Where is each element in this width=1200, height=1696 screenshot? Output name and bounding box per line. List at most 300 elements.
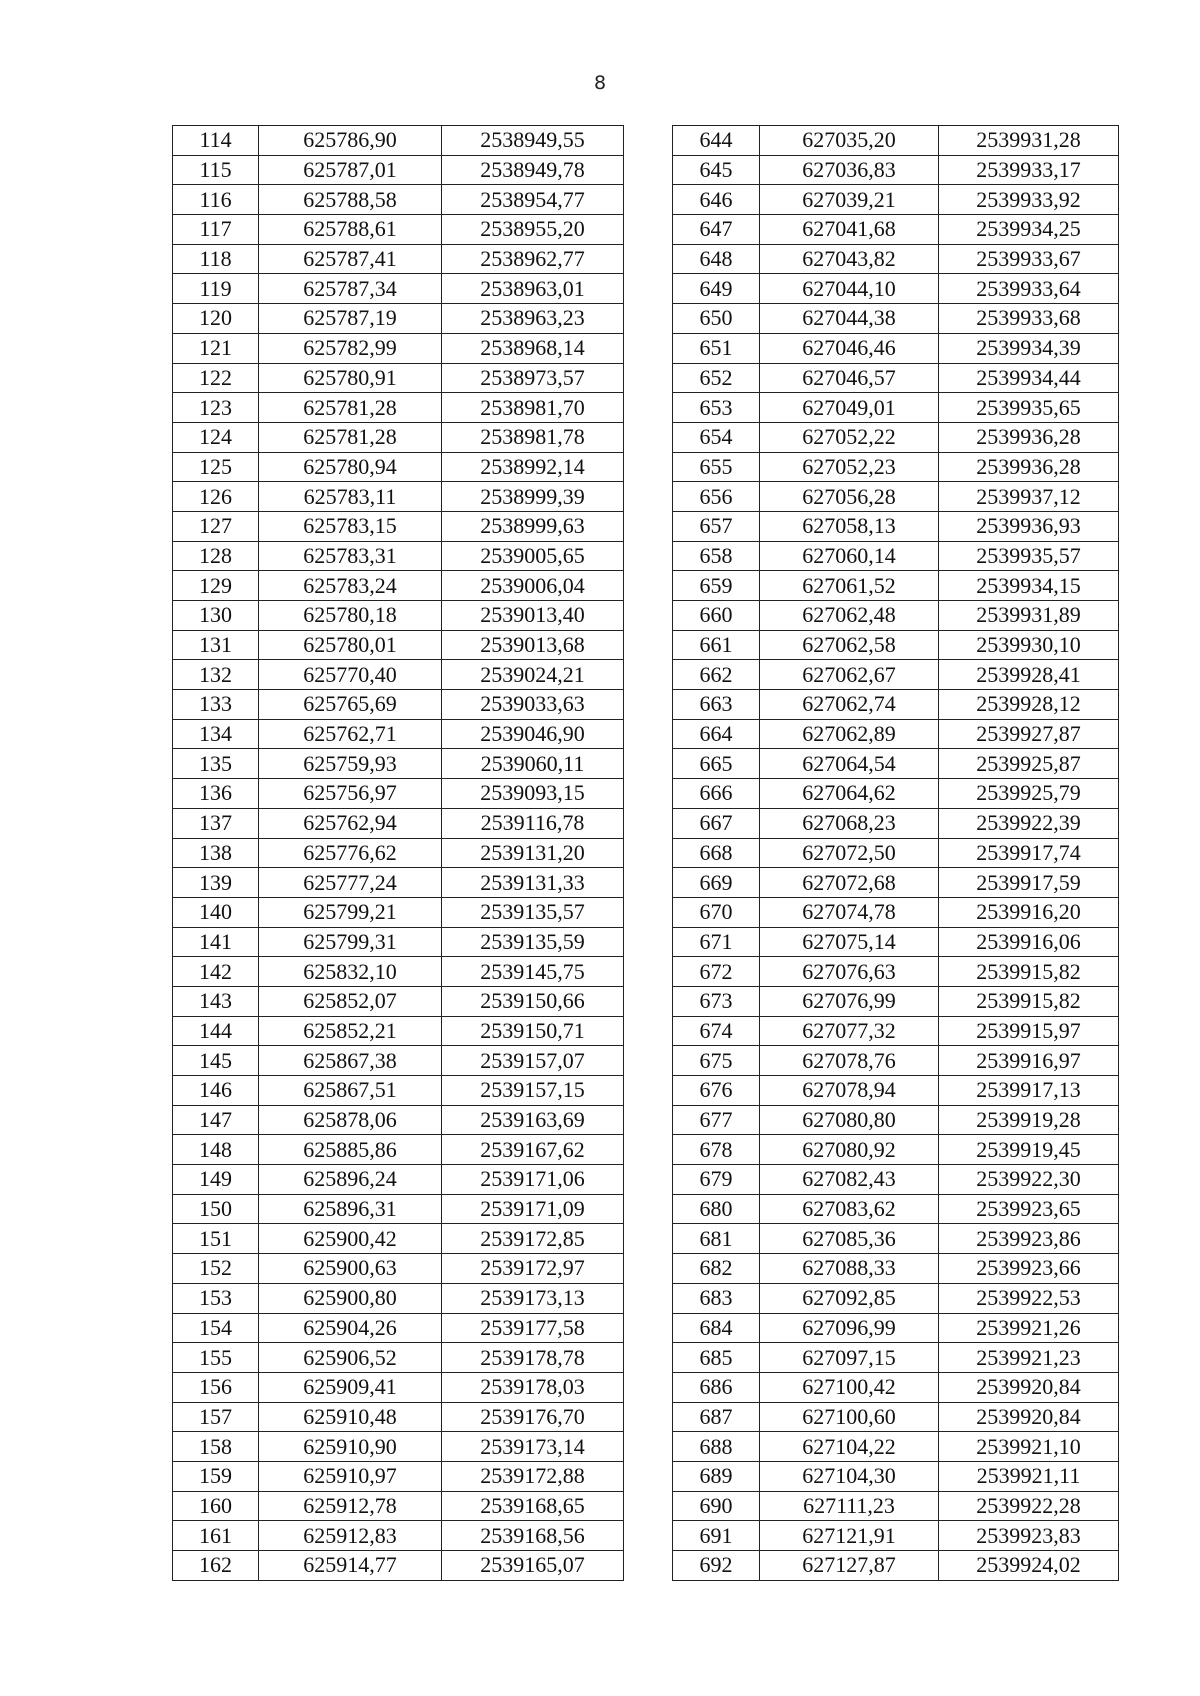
table-row: [173, 274, 1119, 304]
y-coordinate-right: 2539921,23: [939, 1343, 1119, 1373]
y-coordinate-right: 2539931,89: [939, 601, 1119, 631]
y-coordinate-left: 2539157,07: [442, 1046, 624, 1076]
column-gap: [624, 719, 673, 749]
x-coordinate-left: 625904,26: [259, 1313, 442, 1343]
y-coordinate-right: 2539916,97: [939, 1046, 1119, 1076]
table-row: [173, 601, 1119, 631]
x-coordinate-right: 627082,43: [760, 1165, 939, 1195]
x-coordinate-right: 627064,62: [760, 779, 939, 809]
x-coordinate-left: 625867,51: [259, 1076, 442, 1106]
column-gap: [624, 1402, 673, 1432]
x-coordinate-right: 627104,22: [760, 1432, 939, 1462]
y-coordinate-right: 2539936,28: [939, 422, 1119, 452]
y-coordinate-right: 2539917,74: [939, 838, 1119, 868]
x-coordinate-left: 625914,77: [259, 1551, 442, 1581]
point-number-right: 649: [673, 274, 760, 304]
y-coordinate-right: 2539919,28: [939, 1105, 1119, 1135]
y-coordinate-right: 2539921,10: [939, 1432, 1119, 1462]
y-coordinate-right: 2539935,57: [939, 541, 1119, 571]
x-coordinate-right: 627080,92: [760, 1135, 939, 1165]
table-row: [173, 1165, 1119, 1195]
x-coordinate-right: 627097,15: [760, 1343, 939, 1373]
point-number-right: 689: [673, 1461, 760, 1491]
y-coordinate-right: 2539936,28: [939, 452, 1119, 482]
column-gap: [624, 571, 673, 601]
column-gap: [624, 660, 673, 690]
y-coordinate-right: 2539933,64: [939, 274, 1119, 304]
x-coordinate-left: 625780,01: [259, 630, 442, 660]
point-number-right: 650: [673, 304, 760, 334]
point-number-left: 126: [173, 482, 259, 512]
table-row: [173, 1521, 1119, 1551]
point-number-left: 133: [173, 690, 259, 720]
point-number-left: 157: [173, 1402, 259, 1432]
y-coordinate-right: 2539934,15: [939, 571, 1119, 601]
column-gap: [624, 1076, 673, 1106]
x-coordinate-left: 625909,41: [259, 1372, 442, 1402]
y-coordinate-left: 2539157,15: [442, 1076, 624, 1106]
point-number-right: 675: [673, 1046, 760, 1076]
column-gap: [624, 482, 673, 512]
point-number-left: 146: [173, 1076, 259, 1106]
x-coordinate-right: 627044,38: [760, 304, 939, 334]
table-row: [173, 986, 1119, 1016]
x-coordinate-left: 625759,93: [259, 749, 442, 779]
x-coordinate-left: 625762,94: [259, 808, 442, 838]
y-coordinate-right: 2539919,45: [939, 1135, 1119, 1165]
point-number-right: 688: [673, 1432, 760, 1462]
point-number-right: 657: [673, 511, 760, 541]
x-coordinate-left: 625799,31: [259, 927, 442, 957]
table-row: [173, 1372, 1119, 1402]
y-coordinate-right: 2539916,20: [939, 897, 1119, 927]
x-coordinate-right: 627078,94: [760, 1076, 939, 1106]
x-coordinate-left: 625787,34: [259, 274, 442, 304]
x-coordinate-right: 627044,10: [760, 274, 939, 304]
column-gap: [624, 1224, 673, 1254]
x-coordinate-left: 625782,99: [259, 333, 442, 363]
x-coordinate-left: 625787,19: [259, 304, 442, 334]
point-number-left: 122: [173, 363, 259, 393]
x-coordinate-right: 627062,74: [760, 690, 939, 720]
y-coordinate-right: 2539921,11: [939, 1461, 1119, 1491]
x-coordinate-left: 625783,15: [259, 511, 442, 541]
point-number-right: 691: [673, 1521, 760, 1551]
y-coordinate-left: 2538963,01: [442, 274, 624, 304]
point-number-right: 682: [673, 1254, 760, 1284]
coordinates-table: [172, 125, 1119, 1581]
y-coordinate-right: 2539933,92: [939, 185, 1119, 215]
y-coordinate-left: 2539005,65: [442, 541, 624, 571]
table-row: [173, 1194, 1119, 1224]
x-coordinate-right: 627072,50: [760, 838, 939, 868]
y-coordinate-left: 2539116,78: [442, 808, 624, 838]
y-coordinate-left: 2538963,23: [442, 304, 624, 334]
y-coordinate-left: 2539013,68: [442, 630, 624, 660]
column-gap: [624, 897, 673, 927]
x-coordinate-right: 627076,99: [760, 986, 939, 1016]
point-number-right: 647: [673, 215, 760, 245]
point-number-right: 674: [673, 1016, 760, 1046]
table-row: [173, 1283, 1119, 1313]
x-coordinate-left: 625783,24: [259, 571, 442, 601]
column-gap: [624, 1432, 673, 1462]
y-coordinate-left: 2539168,65: [442, 1491, 624, 1521]
page-number: 8: [593, 72, 607, 94]
y-coordinate-right: 2539928,41: [939, 660, 1119, 690]
point-number-left: 116: [173, 185, 259, 215]
point-number-right: 661: [673, 630, 760, 660]
x-coordinate-left: 625912,78: [259, 1491, 442, 1521]
column-gap: [624, 601, 673, 631]
table-row: [173, 1046, 1119, 1076]
point-number-right: 662: [673, 660, 760, 690]
x-coordinate-right: 627062,58: [760, 630, 939, 660]
x-coordinate-right: 627068,23: [760, 808, 939, 838]
point-number-right: 663: [673, 690, 760, 720]
column-gap: [624, 363, 673, 393]
y-coordinate-left: 2539135,57: [442, 897, 624, 927]
x-coordinate-right: 627046,46: [760, 333, 939, 363]
y-coordinate-right: 2539922,30: [939, 1165, 1119, 1195]
point-number-left: 137: [173, 808, 259, 838]
column-gap: [624, 1521, 673, 1551]
y-coordinate-left: 2539135,59: [442, 927, 624, 957]
point-number-right: 654: [673, 422, 760, 452]
point-number-left: 143: [173, 986, 259, 1016]
x-coordinate-right: 627078,76: [760, 1046, 939, 1076]
x-coordinate-right: 627062,48: [760, 601, 939, 631]
point-number-right: 677: [673, 1105, 760, 1135]
x-coordinate-left: 625770,40: [259, 660, 442, 690]
y-coordinate-left: 2539131,33: [442, 868, 624, 898]
y-coordinate-left: 2538954,77: [442, 185, 624, 215]
x-coordinate-right: 627056,28: [760, 482, 939, 512]
table-row: [173, 690, 1119, 720]
y-coordinate-right: 2539934,44: [939, 363, 1119, 393]
x-coordinate-right: 627104,30: [760, 1461, 939, 1491]
x-coordinate-right: 627100,42: [760, 1372, 939, 1402]
point-number-right: 666: [673, 779, 760, 809]
column-gap: [624, 274, 673, 304]
column-gap: [624, 393, 673, 423]
column-gap: [624, 927, 673, 957]
table-row: [173, 452, 1119, 482]
point-number-right: 672: [673, 957, 760, 987]
point-number-left: 162: [173, 1551, 259, 1581]
x-coordinate-left: 625777,24: [259, 868, 442, 898]
table-row: [173, 422, 1119, 452]
column-gap: [624, 838, 673, 868]
column-gap: [624, 1551, 673, 1581]
point-number-left: 125: [173, 452, 259, 482]
y-coordinate-left: 2538999,63: [442, 511, 624, 541]
table-row: [173, 244, 1119, 274]
coordinates-table-body: [173, 126, 1119, 1581]
point-number-left: 114: [173, 126, 259, 156]
y-coordinate-left: 2539131,20: [442, 838, 624, 868]
x-coordinate-right: 627096,99: [760, 1313, 939, 1343]
column-gap: [624, 1372, 673, 1402]
table-row: [173, 215, 1119, 245]
point-number-left: 118: [173, 244, 259, 274]
table-row: [173, 1461, 1119, 1491]
y-coordinate-left: 2538949,78: [442, 155, 624, 185]
x-coordinate-left: 625906,52: [259, 1343, 442, 1373]
point-number-right: 678: [673, 1135, 760, 1165]
x-coordinate-left: 625783,11: [259, 482, 442, 512]
point-number-left: 132: [173, 660, 259, 690]
point-number-left: 155: [173, 1343, 259, 1373]
x-coordinate-right: 627092,85: [760, 1283, 939, 1313]
column-gap: [624, 1016, 673, 1046]
y-coordinate-left: 2539178,03: [442, 1372, 624, 1402]
x-coordinate-right: 627121,91: [760, 1521, 939, 1551]
x-coordinate-right: 627074,78: [760, 897, 939, 927]
table-row: [173, 808, 1119, 838]
point-number-right: 692: [673, 1551, 760, 1581]
column-gap: [624, 1165, 673, 1195]
table-row: [173, 1135, 1119, 1165]
x-coordinate-right: 627046,57: [760, 363, 939, 393]
x-coordinate-left: 625765,69: [259, 690, 442, 720]
y-coordinate-left: 2539173,14: [442, 1432, 624, 1462]
y-coordinate-left: 2539013,40: [442, 601, 624, 631]
column-gap: [624, 779, 673, 809]
y-coordinate-right: 2539930,10: [939, 630, 1119, 660]
x-coordinate-left: 625780,18: [259, 601, 442, 631]
y-coordinate-right: 2539933,68: [939, 304, 1119, 334]
point-number-right: 684: [673, 1313, 760, 1343]
column-gap: [624, 244, 673, 274]
column-gap: [624, 1343, 673, 1373]
point-number-left: 123: [173, 393, 259, 423]
column-gap: [624, 541, 673, 571]
x-coordinate-right: 627077,32: [760, 1016, 939, 1046]
point-number-left: 134: [173, 719, 259, 749]
x-coordinate-right: 627076,63: [760, 957, 939, 987]
point-number-left: 156: [173, 1372, 259, 1402]
y-coordinate-right: 2539927,87: [939, 719, 1119, 749]
point-number-right: 680: [673, 1194, 760, 1224]
y-coordinate-right: 2539925,79: [939, 779, 1119, 809]
x-coordinate-left: 625900,63: [259, 1254, 442, 1284]
y-coordinate-left: 2538955,20: [442, 215, 624, 245]
table-row: [173, 868, 1119, 898]
table-row: [173, 1105, 1119, 1135]
column-gap: [624, 1254, 673, 1284]
point-number-left: 161: [173, 1521, 259, 1551]
x-coordinate-right: 627111,23: [760, 1491, 939, 1521]
table-row: [173, 838, 1119, 868]
y-coordinate-left: 2539171,09: [442, 1194, 624, 1224]
y-coordinate-right: 2539935,65: [939, 393, 1119, 423]
x-coordinate-right: 627088,33: [760, 1254, 939, 1284]
y-coordinate-left: 2539046,90: [442, 719, 624, 749]
x-coordinate-right: 627039,21: [760, 185, 939, 215]
y-coordinate-left: 2539145,75: [442, 957, 624, 987]
table-row: [173, 393, 1119, 423]
y-coordinate-left: 2539167,62: [442, 1135, 624, 1165]
point-number-left: 138: [173, 838, 259, 868]
y-coordinate-right: 2539931,28: [939, 126, 1119, 156]
table-row: [173, 1224, 1119, 1254]
y-coordinate-left: 2539177,58: [442, 1313, 624, 1343]
y-coordinate-left: 2539165,07: [442, 1551, 624, 1581]
table-row: [173, 957, 1119, 987]
point-number-right: 651: [673, 333, 760, 363]
y-coordinate-left: 2539006,04: [442, 571, 624, 601]
x-coordinate-right: 627072,68: [760, 868, 939, 898]
y-coordinate-left: 2538981,70: [442, 393, 624, 423]
point-number-right: 667: [673, 808, 760, 838]
y-coordinate-left: 2538968,14: [442, 333, 624, 363]
table-row: [173, 749, 1119, 779]
x-coordinate-left: 625878,06: [259, 1105, 442, 1135]
point-number-right: 683: [673, 1283, 760, 1313]
x-coordinate-right: 627035,20: [760, 126, 939, 156]
table-row: [173, 1432, 1119, 1462]
column-gap: [624, 1283, 673, 1313]
column-gap: [624, 215, 673, 245]
y-coordinate-right: 2539928,12: [939, 690, 1119, 720]
y-coordinate-right: 2539916,06: [939, 927, 1119, 957]
column-gap: [624, 808, 673, 838]
x-coordinate-right: 627061,52: [760, 571, 939, 601]
column-gap: [624, 126, 673, 156]
point-number-left: 154: [173, 1313, 259, 1343]
column-gap: [624, 185, 673, 215]
point-number-right: 658: [673, 541, 760, 571]
column-gap: [624, 1313, 673, 1343]
table-row: [173, 333, 1119, 363]
x-coordinate-right: 627062,89: [760, 719, 939, 749]
y-coordinate-right: 2539922,53: [939, 1283, 1119, 1313]
column-gap: [624, 1135, 673, 1165]
x-coordinate-right: 627036,83: [760, 155, 939, 185]
point-number-left: 142: [173, 957, 259, 987]
point-number-left: 136: [173, 779, 259, 809]
point-number-left: 131: [173, 630, 259, 660]
point-number-right: 664: [673, 719, 760, 749]
point-number-right: 681: [673, 1224, 760, 1254]
y-coordinate-left: 2539093,15: [442, 779, 624, 809]
y-coordinate-right: 2539934,39: [939, 333, 1119, 363]
x-coordinate-left: 625910,97: [259, 1461, 442, 1491]
x-coordinate-left: 625912,83: [259, 1521, 442, 1551]
y-coordinate-right: 2539924,02: [939, 1551, 1119, 1581]
y-coordinate-left: 2539163,69: [442, 1105, 624, 1135]
table-row: [173, 1402, 1119, 1432]
table-row: [173, 1551, 1119, 1581]
point-number-right: 665: [673, 749, 760, 779]
point-number-left: 115: [173, 155, 259, 185]
table-row: [173, 927, 1119, 957]
x-coordinate-right: 627049,01: [760, 393, 939, 423]
y-coordinate-left: 2539172,88: [442, 1461, 624, 1491]
table-row: [173, 1491, 1119, 1521]
table-row: [173, 630, 1119, 660]
point-number-right: 685: [673, 1343, 760, 1373]
y-coordinate-left: 2539171,06: [442, 1165, 624, 1195]
point-number-right: 645: [673, 155, 760, 185]
table-row: [173, 1076, 1119, 1106]
column-gap: [624, 155, 673, 185]
point-number-left: 121: [173, 333, 259, 363]
point-number-right: 673: [673, 986, 760, 1016]
column-gap: [624, 957, 673, 987]
point-number-right: 653: [673, 393, 760, 423]
x-coordinate-left: 625852,07: [259, 986, 442, 1016]
table-row: [173, 897, 1119, 927]
y-coordinate-left: 2539024,21: [442, 660, 624, 690]
x-coordinate-left: 625896,31: [259, 1194, 442, 1224]
column-gap: [624, 333, 673, 363]
point-number-left: 145: [173, 1046, 259, 1076]
point-number-right: 646: [673, 185, 760, 215]
point-number-right: 669: [673, 868, 760, 898]
x-coordinate-left: 625852,21: [259, 1016, 442, 1046]
x-coordinate-right: 627062,67: [760, 660, 939, 690]
y-coordinate-right: 2539922,28: [939, 1491, 1119, 1521]
table-row: [173, 482, 1119, 512]
point-number-right: 668: [673, 838, 760, 868]
x-coordinate-left: 625896,24: [259, 1165, 442, 1195]
y-coordinate-left: 2538973,57: [442, 363, 624, 393]
x-coordinate-right: 627052,22: [760, 422, 939, 452]
y-coordinate-left: 2539178,78: [442, 1343, 624, 1373]
y-coordinate-left: 2539172,97: [442, 1254, 624, 1284]
y-coordinate-right: 2539917,13: [939, 1076, 1119, 1106]
column-gap: [624, 422, 673, 452]
point-number-left: 140: [173, 897, 259, 927]
y-coordinate-right: 2539920,84: [939, 1372, 1119, 1402]
table-row: [173, 155, 1119, 185]
y-coordinate-right: 2539915,82: [939, 986, 1119, 1016]
point-number-left: 149: [173, 1165, 259, 1195]
y-coordinate-right: 2539936,93: [939, 511, 1119, 541]
y-coordinate-left: 2538981,78: [442, 422, 624, 452]
point-number-left: 159: [173, 1461, 259, 1491]
column-gap: [624, 452, 673, 482]
x-coordinate-left: 625832,10: [259, 957, 442, 987]
point-number-left: 129: [173, 571, 259, 601]
point-number-left: 160: [173, 1491, 259, 1521]
point-number-right: 656: [673, 482, 760, 512]
y-coordinate-left: 2538992,14: [442, 452, 624, 482]
y-coordinate-right: 2539917,59: [939, 868, 1119, 898]
table-row: [173, 1313, 1119, 1343]
column-gap: [624, 1105, 673, 1135]
column-gap: [624, 511, 673, 541]
y-coordinate-right: 2539915,82: [939, 957, 1119, 987]
column-gap: [624, 690, 673, 720]
point-number-left: 119: [173, 274, 259, 304]
x-coordinate-right: 627075,14: [760, 927, 939, 957]
table-row: [173, 304, 1119, 334]
table-row: [173, 719, 1119, 749]
y-coordinate-left: 2538962,77: [442, 244, 624, 274]
table-row: [173, 126, 1119, 156]
table-row: [173, 185, 1119, 215]
x-coordinate-left: 625885,86: [259, 1135, 442, 1165]
column-gap: [624, 868, 673, 898]
point-number-left: 127: [173, 511, 259, 541]
table-row: [173, 363, 1119, 393]
x-coordinate-left: 625762,71: [259, 719, 442, 749]
column-gap: [624, 304, 673, 334]
column-gap: [624, 630, 673, 660]
